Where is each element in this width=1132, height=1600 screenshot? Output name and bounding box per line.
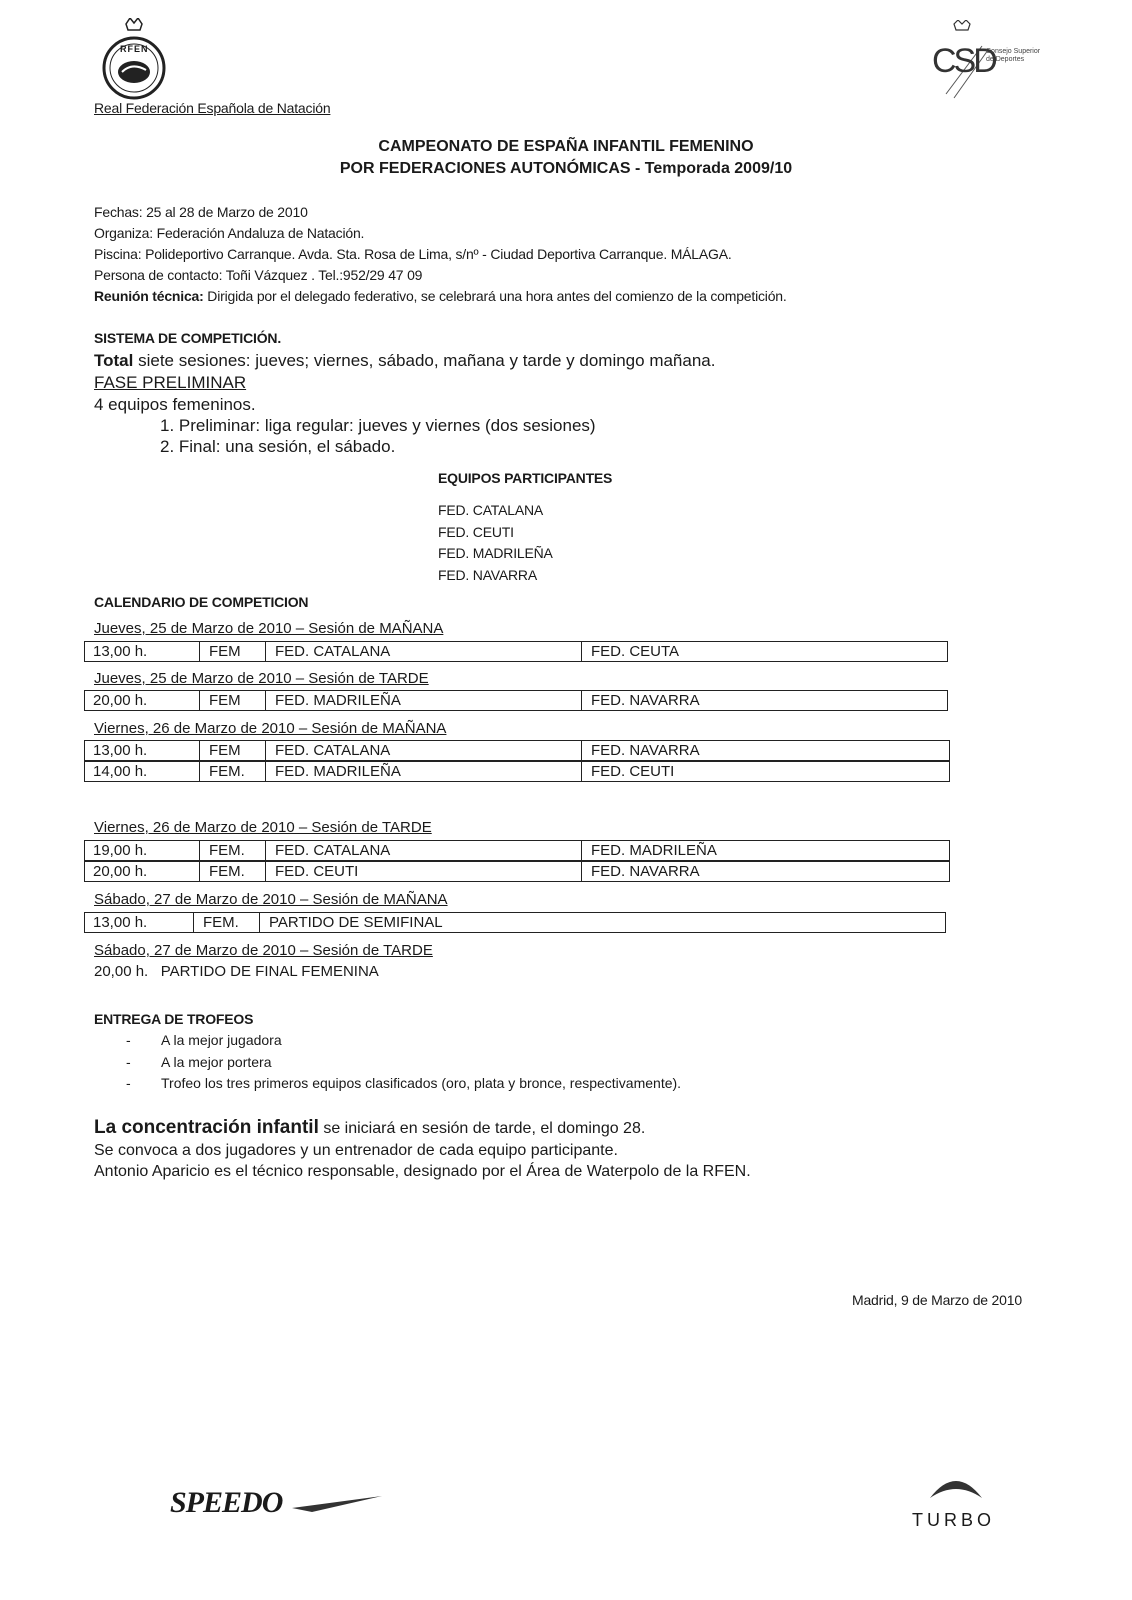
organization-name: Real Federación Española de Natación: [94, 100, 331, 116]
session-title: Jueves, 25 de Marzo de 2010 – Sesión de TARDE: [94, 670, 429, 687]
rfen-logo-text: RFEN: [120, 44, 149, 54]
list-dash: -: [126, 1054, 131, 1070]
csd-logo: [932, 20, 1046, 100]
csd-logo-text: CSD: [932, 42, 995, 80]
match-category: FEM.: [209, 842, 245, 859]
match-time: 20,00 h.: [93, 692, 148, 709]
match-category: FEM.: [203, 914, 239, 931]
equipos-count: 4 equipos femeninos.: [94, 395, 256, 414]
concentracion-line-3: Antonio Aparicio es el técnico responsable, designado por el Área de Waterpolo de la RFEN.: [94, 1163, 751, 1180]
match-time: 20,00 h.: [93, 863, 148, 880]
page-title: CAMPEONATO DE ESPAÑA INFANTIL FEMENINO: [378, 138, 754, 155]
concentracion-rest: se iniciará en sesión de tarde, el domingo 28.: [318, 1120, 646, 1137]
match-time: 14,00 h.: [93, 763, 148, 780]
info-reunion: [94, 288, 787, 304]
csd-subtext: Consejo Superior de Deportes: [986, 48, 1041, 63]
match-team-a: FED. CEUTI: [275, 863, 359, 880]
place-date: Madrid, 9 de Marzo de 2010: [852, 1292, 1022, 1308]
match-category: FEM: [209, 643, 241, 660]
match-team-a: FED. CATALANA: [275, 643, 391, 660]
speedo-logo-text: SPEEDO: [170, 1486, 283, 1519]
match-time: 19,00 h.: [93, 842, 148, 859]
match-row: [84, 641, 948, 662]
list-dash: -: [126, 1075, 131, 1091]
session-title: Jueves, 25 de Marzo de 2010 – Sesión de MAÑANA: [94, 620, 444, 637]
match-time: 13,00 h.: [93, 914, 148, 931]
info-piscina: Piscina: Polideportivo Carranque. Avda. Sta. Rosa de Lima, s/nº - Ciudad Deportiva Carranque. MÁLAGA.: [94, 246, 732, 262]
match-row: [84, 761, 950, 782]
sistema-item-2: 2. Final: una sesión, el sábado.: [160, 437, 396, 456]
match-row: [84, 861, 950, 882]
match-category: FEM.: [209, 763, 245, 780]
match-team-a: PARTIDO DE SEMIFINAL: [269, 914, 443, 931]
session-title: Sábado, 27 de Marzo de 2010 – Sesión de TARDE: [94, 942, 433, 959]
list-item-text: A la mejor jugadora: [161, 1032, 282, 1048]
match-category: FEM: [209, 742, 241, 759]
turbo-logo: [906, 1470, 1006, 1540]
match-category: FEM.: [209, 863, 245, 880]
team-ceuti: FED. CEUTI: [438, 524, 514, 540]
turbo-logo-text: TURBO: [912, 1510, 995, 1530]
fase-preliminar: FASE PRELIMINAR: [94, 373, 247, 392]
final-match-line: 20,00 h. PARTIDO DE FINAL FEMENINA: [94, 963, 379, 980]
match-team-b: FED. NAVARRA: [591, 692, 700, 709]
list-dash: -: [126, 1032, 131, 1048]
page-subtitle: POR FEDERACIONES AUTONÓMICAS - Temporada 2009/10: [339, 160, 793, 177]
match-team-b: FED. NAVARRA: [591, 863, 700, 880]
trofeos-heading: ENTREGA DE TROFEOS: [94, 1011, 254, 1027]
sistema-heading: SISTEMA DE COMPETICIÓN.: [94, 330, 282, 346]
concentracion-line-1: [94, 1117, 645, 1139]
concentracion-bold: La concentración infantil: [94, 1117, 319, 1138]
match-row: [84, 740, 950, 761]
match-row: [84, 840, 950, 861]
match-team-b: FED. NAVARRA: [591, 742, 700, 759]
session-title: Viernes, 26 de Marzo de 2010 – Sesión de MAÑANA: [94, 720, 447, 737]
list-item-text: Trofeo los tres primeros equipos clasificados (oro, plata y bronce, respectivamente).: [161, 1075, 682, 1091]
match-time: 13,00 h.: [93, 742, 148, 759]
total-label: Total: [94, 351, 134, 370]
match-team-a: FED. MADRILEÑA: [275, 692, 401, 709]
reunion-label: Reunión técnica:: [94, 288, 204, 304]
calendario-heading: CALENDARIO DE COMPETICION: [94, 594, 309, 610]
sistema-item-1: 1. Preliminar: liga regular: jueves y viernes (dos sesiones): [160, 416, 596, 435]
match-row: [84, 912, 946, 933]
total-text: siete sesiones: jueves; viernes, sábado, mañana y tarde y domingo mañana.: [133, 351, 716, 370]
concentracion-line-2: Se convoca a dos jugadores y un entrenador de cada equipo participante.: [94, 1142, 618, 1159]
match-row: [84, 690, 948, 711]
participantes-heading: EQUIPOS PARTICIPANTES: [438, 470, 613, 486]
match-time: 13,00 h.: [93, 643, 148, 660]
sistema-total: [94, 351, 715, 371]
list-item-text: A la mejor portera: [161, 1054, 272, 1070]
team-navarra: FED. NAVARRA: [438, 567, 537, 583]
team-madrilena: FED. MADRILEÑA: [438, 545, 553, 561]
rfen-logo: [92, 18, 176, 102]
match-team-a: FED. CATALANA: [275, 842, 391, 859]
session-title: Viernes, 26 de Marzo de 2010 – Sesión de TARDE: [94, 819, 432, 836]
info-organiza: Organiza: Federación Andaluza de Natación.: [94, 225, 365, 241]
reunion-text: Dirigida por el delegado federativo, se celebrará una hora antes del comienzo de la competición.: [203, 288, 787, 304]
info-fechas: Fechas: 25 al 28 de Marzo de 2010: [94, 204, 308, 220]
match-team-b: FED. CEUTI: [591, 763, 675, 780]
team-catalana: FED. CATALANA: [438, 502, 544, 518]
match-category: FEM: [209, 692, 241, 709]
speedo-logo: [170, 1486, 282, 1520]
match-team-a: FED. CATALANA: [275, 742, 391, 759]
info-contacto: Persona de contacto: Toñi Vázquez . Tel.:952/29 47 09: [94, 267, 423, 283]
match-team-a: FED. MADRILEÑA: [275, 763, 401, 780]
match-team-b: FED. MADRILEÑA: [591, 842, 717, 859]
session-title: Sábado, 27 de Marzo de 2010 – Sesión de MAÑANA: [94, 891, 448, 908]
match-team-b: FED. CEUTA: [591, 643, 680, 660]
